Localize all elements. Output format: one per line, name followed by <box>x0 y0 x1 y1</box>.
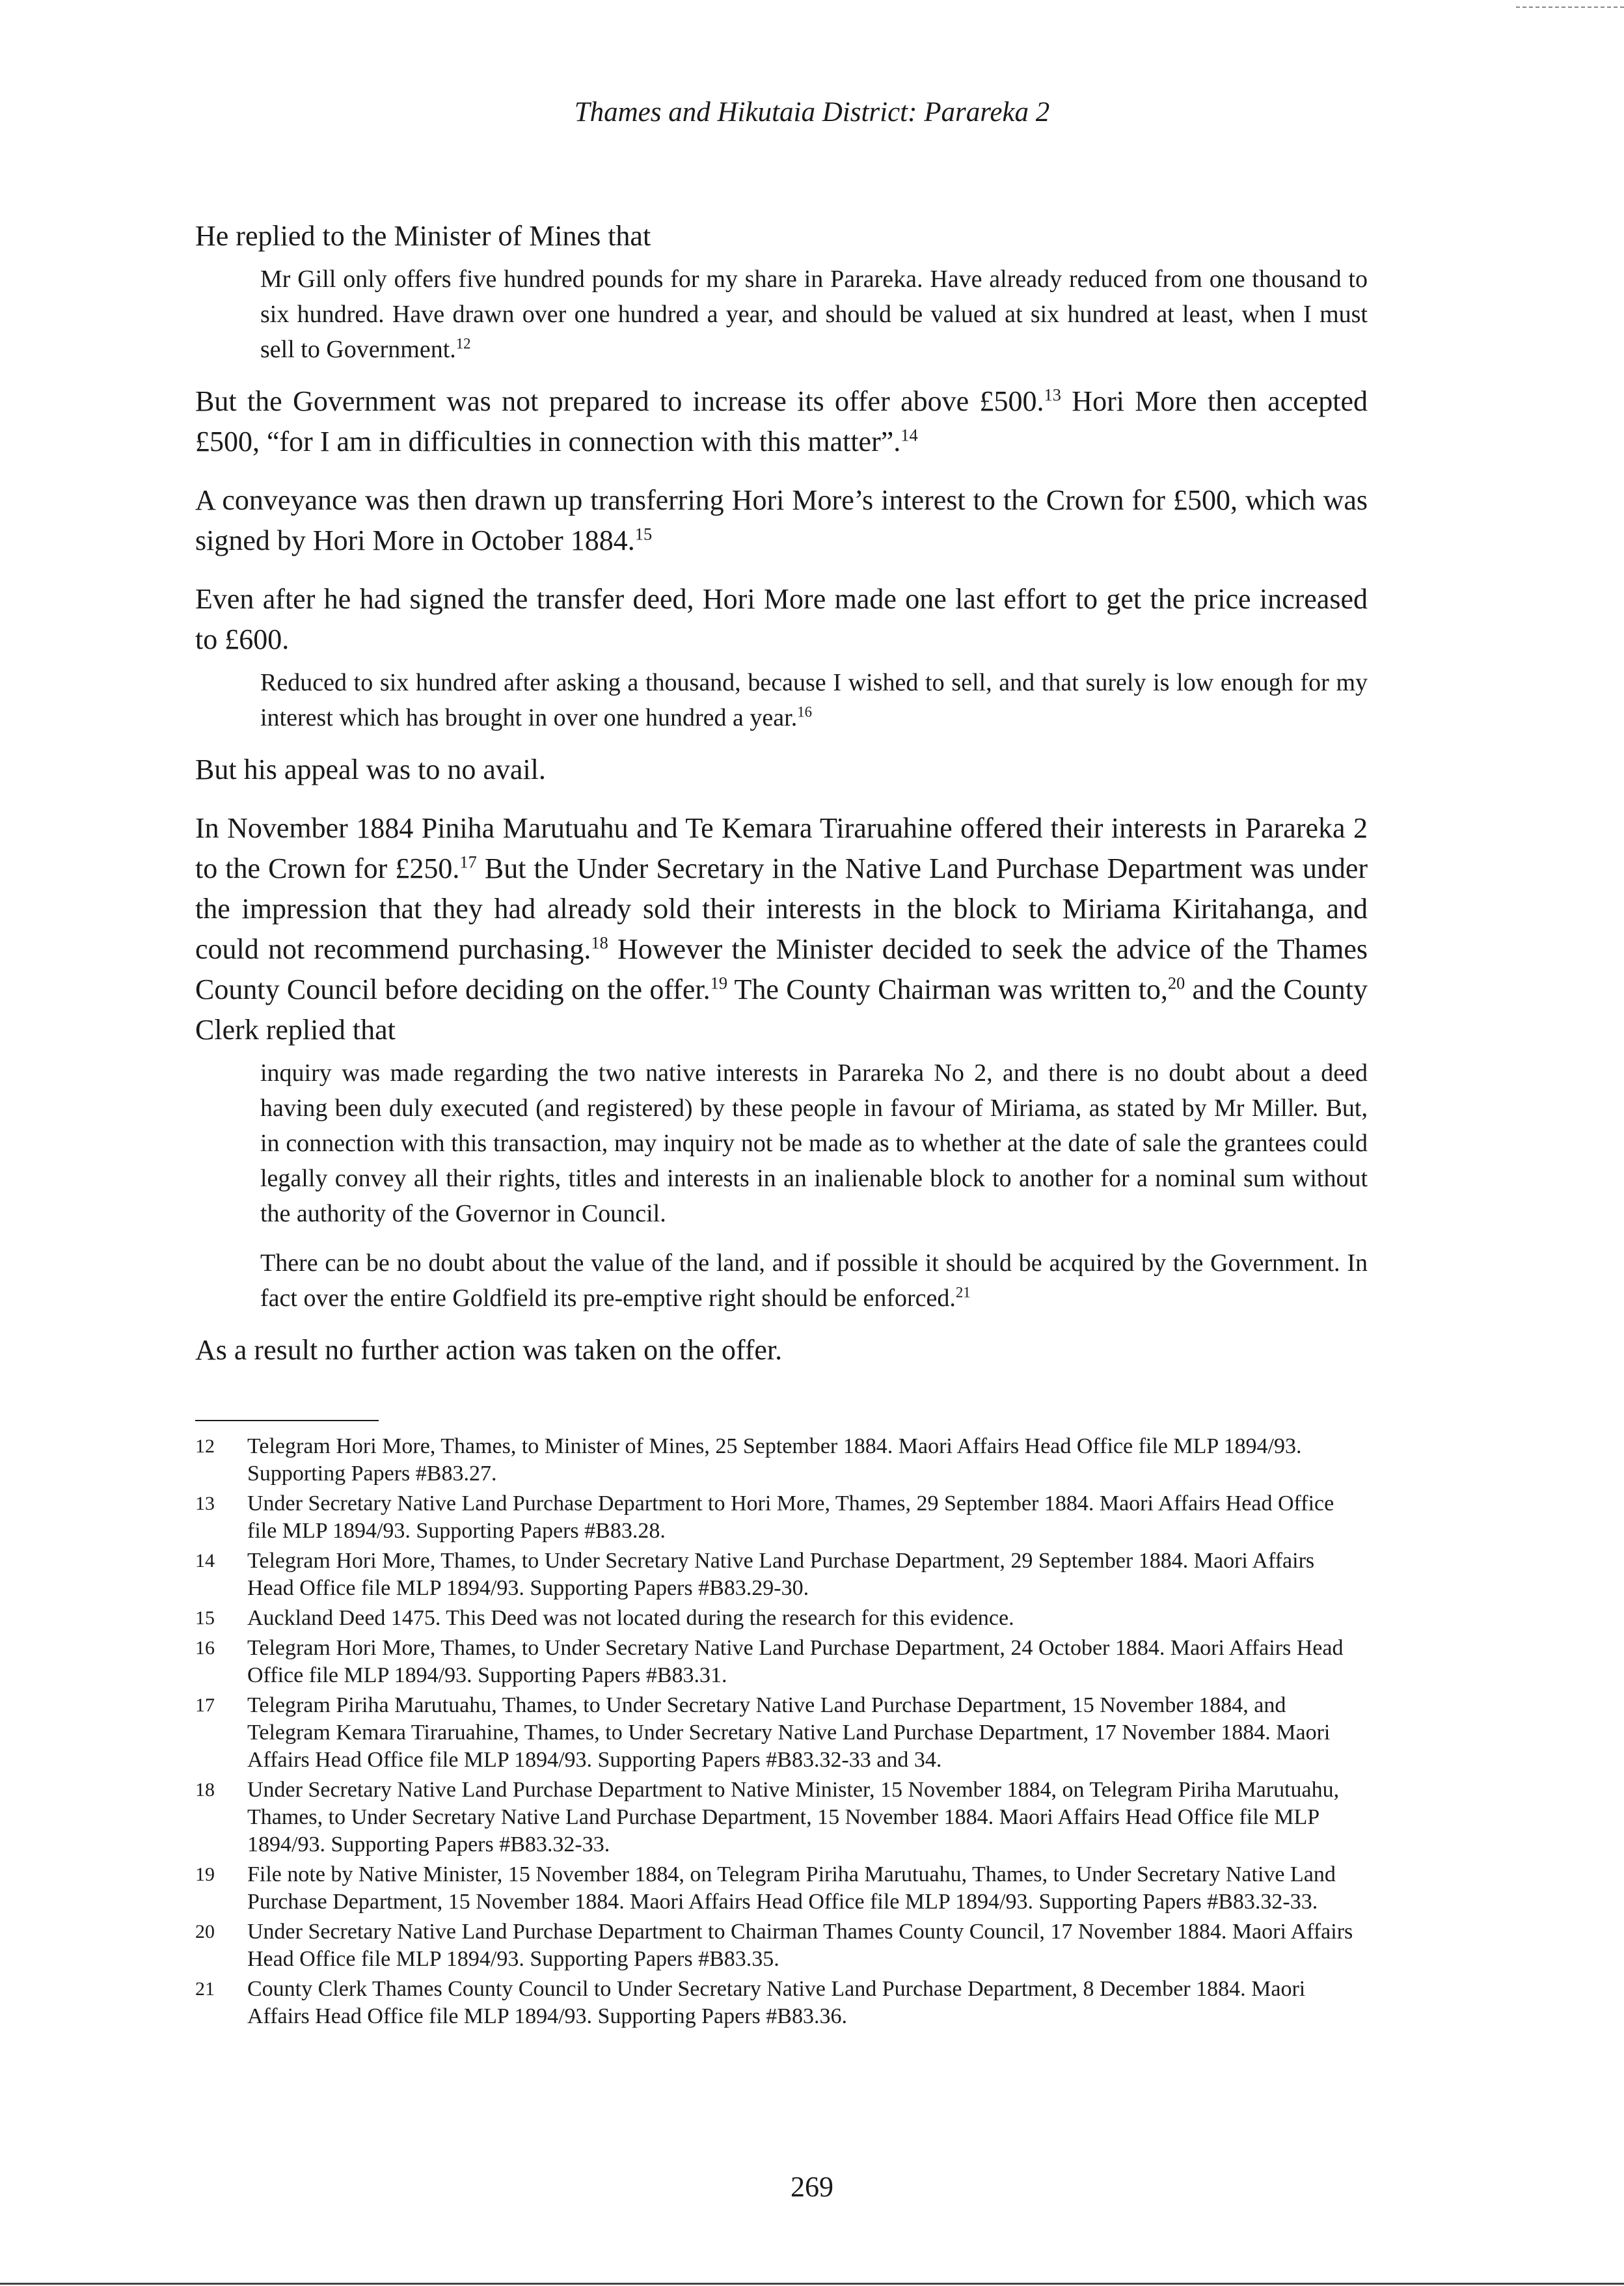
footnote-text: Telegram Hori More, Thames, to Under Secretary Native Land Purchase Department, 24 October 1884. Maori Affairs Head Office file MLP 1894/93. Supporting Papers #B83.31. <box>247 1636 1344 1687</box>
footnote-number: 19 <box>195 1864 215 1885</box>
footnote-text: Under Secretary Native Land Purchase Department to Hori More, Thames, 29 September 1884. Maori Affairs Head Office file MLP 1894/93. Supporting Papers #B83.28. <box>247 1491 1334 1543</box>
page-number: 269 <box>791 2171 833 2203</box>
footnote <box>195 1692 1366 1774</box>
footnote-number: 13 <box>195 1493 215 1514</box>
paragraph-7: As a result no further action was taken on the offer. <box>195 1334 783 1366</box>
footnote-ref-21: 21 <box>955 1284 971 1301</box>
scan-edge-line <box>1516 7 1624 8</box>
footnote <box>195 1976 1366 2030</box>
quote-4 <box>260 1245 1368 1316</box>
footnote-number: 14 <box>195 1550 215 1572</box>
running-header: Thames and Hikutaia District: Parareka 2 <box>574 97 1050 128</box>
quote-4-text: There can be no doubt about the value of the land, and if possible it should be acquired by the Government. In fact over the entire Goldfield its pre-emptive right should be enforced. <box>260 1249 1368 1312</box>
footnote-ref-19: 19 <box>710 973 728 993</box>
paragraph-6-part-a: In November 1884 Piniha Marutuahu and Te Kemara Tiraruahine offered their interests in Parareka 2 to the Crown for £250. <box>195 812 1368 884</box>
paragraph-3-text: A conveyance was then drawn up transferring Hori More’s interest to the Crown for £500, which was signed by Hori More in October 1884. <box>195 484 1368 556</box>
footnote-ref-12: 12 <box>455 335 471 352</box>
paragraph-6-part-e: and the County Clerk replied that <box>195 973 1368 1046</box>
footnote-text: Telegram Hori More, Thames, to Minister of Mines, 25 September 1884. Maori Affairs Head Office file MLP 1894/93. Supporting Papers #B83.27. <box>247 1434 1302 1486</box>
paragraph-6-part-d: The County Chairman was written to, <box>727 973 1168 1005</box>
footnote-ref-13: 13 <box>1044 385 1061 405</box>
quote-1-text: Mr Gill only offers five hundred pounds for my share in Parareka. Have already reduced from one thousand to six hundred. Have drawn over one hundred a year, and should be valued at six hundred at least, when I must sell to Government. <box>260 265 1368 363</box>
footnote <box>195 1490 1366 1545</box>
footnote <box>195 1433 1366 1488</box>
footnote-text: Telegram Piriha Marutuahu, Thames, to Under Secretary Native Land Purchase Department, 15 November 1884, and Telegram Kemara Tiraruahine, Thames, to Under Secretary Native Land Purchase Department, 17 November 1884. Maori Affairs Head Office file MLP 1894/93. Supporting Papers #B83.32-33 and 34. <box>247 1693 1331 1772</box>
quote-2-text: Reduced to six hundred after asking a thousand, because I wished to sell, and that surely is low enough for my interest which has brought in over one hundred a year. <box>260 669 1368 731</box>
footnote-text: Telegram Hori More, Thames, to Under Secretary Native Land Purchase Department, 29 September 1884. Maori Affairs Head Office file MLP 1894/93. Supporting Papers #B83.29-30. <box>247 1549 1315 1600</box>
footnote <box>195 1776 1366 1858</box>
paragraph-3 <box>195 480 1368 561</box>
footnote <box>195 1918 1366 1973</box>
body-text <box>195 216 1368 1389</box>
paragraph-4: Even after he had signed the transfer deed, Hori More made one last effort to get the price increased to £600. <box>195 583 1368 655</box>
paragraph-1: He replied to the Minister of Mines that <box>195 220 651 252</box>
footnote-number: 17 <box>195 1694 215 1716</box>
footnote-separator <box>195 1420 379 1421</box>
footnote-number: 21 <box>195 1978 215 2000</box>
paragraph-2-part-b: Hori More then accepted £500, “for I am in difficulties in connection with this matter”. <box>195 385 1368 457</box>
footnote-ref-18: 18 <box>591 932 608 953</box>
paragraph-2 <box>195 381 1368 462</box>
footnote <box>195 1635 1366 1689</box>
footnote-ref-20: 20 <box>1167 973 1185 993</box>
footnote-number: 12 <box>195 1436 215 1457</box>
paragraph-2-part-a: But the Government was not prepared to increase its offer above £500. <box>195 385 1044 417</box>
footnote <box>195 1547 1366 1602</box>
footnote-text: Auckland Deed 1475. This Deed was not located during the research for this evidence. <box>247 1606 1014 1630</box>
footnote-ref-17: 17 <box>459 852 477 872</box>
quote-2 <box>260 665 1368 735</box>
quote-1 <box>260 262 1368 367</box>
footnote-text: File note by Native Minister, 15 November 1884, on Telegram Piriha Marutuahu, Thames, to Under Secretary Native Land Purchase Department, 15 November 1884. Maori Affairs Head Office file MLP 1894/93. Supporting Papers #B83.32-33. <box>247 1862 1336 1914</box>
footnote-number: 16 <box>195 1637 215 1659</box>
paragraph-5: But his appeal was to no avail. <box>195 754 546 785</box>
footnote-text: Under Secretary Native Land Purchase Department to Native Minister, 15 November 1884, on Telegram Piriha Marutuahu, Thames, to Under Secretary Native Land Purchase Department, 15 November 1884. Maori Affairs Head Office file MLP 1894/93. Supporting Papers #B83.32-33. <box>247 1778 1340 1857</box>
scan-bottom-edge <box>0 2283 1624 2285</box>
footnote-number: 15 <box>195 1607 215 1629</box>
paragraph-6-part-c: However the Minister decided to seek the advice of the Thames County Council before deciding on the offer. <box>195 933 1368 1005</box>
footnotes <box>195 1433 1366 2033</box>
footnote <box>195 1861 1366 1916</box>
footnote <box>195 1605 1366 1632</box>
footnote-ref-15: 15 <box>634 524 653 544</box>
paragraph-6-part-b: But the Under Secretary in the Native Land Purchase Department was under the impression that they had already sold their interests in the block to Miriama Kiritahanga, and could not recommend purchasing. <box>195 852 1368 965</box>
footnote-ref-14: 14 <box>900 425 918 445</box>
quote-3: inquiry was made regarding the two native interests in Parareka No 2, and there is no doubt about a deed having been duly executed (and registered) by these people in favour of Miriama, as stated by Mr Miller. But, in connection with this transaction, may inquiry not be made as to whether at the date of sale the grantees could legally convey all their rights, titles and interests in an inalienable block to another for a nominal sum without the authority of the Governor in Council. <box>260 1059 1368 1227</box>
footnote-text: County Clerk Thames County Council to Under Secretary Native Land Purchase Department, 8 December 1884. Maori Affairs Head Office file MLP 1894/93. Supporting Papers #B83.36. <box>247 1977 1306 2028</box>
footnote-ref-16: 16 <box>797 703 812 720</box>
footnote-number: 18 <box>195 1779 215 1801</box>
paragraph-6 <box>195 808 1368 1050</box>
footnote-number: 20 <box>195 1921 215 1942</box>
footnote-text: Under Secretary Native Land Purchase Department to Chairman Thames County Council, 17 November 1884. Maori Affairs Head Office file MLP 1894/93. Supporting Papers #B83.35. <box>247 1920 1353 1971</box>
